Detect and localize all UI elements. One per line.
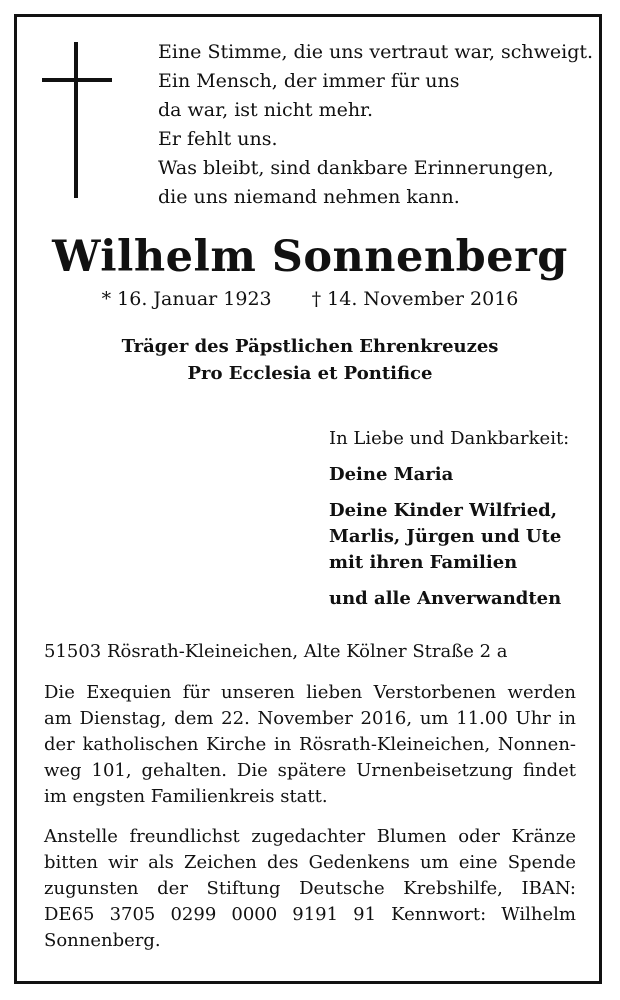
poem	[158, 38, 598, 212]
exequies-line: weg 101, gehalten. Die spätere Urnenbeisetzung findet	[44, 760, 576, 781]
award-line: Träger des Päpstlichen Ehrenkreuzes	[121, 336, 499, 357]
donation-line: Anstelle freundlichst zugedachter Blumen oder Kränze	[44, 826, 576, 847]
poem-line: da war, ist nicht mehr.	[158, 99, 374, 121]
address: 51503 Rösrath-Kleineichen, Alte Kölner Straße 2 a	[44, 641, 508, 662]
exequies-paragraph	[44, 680, 576, 810]
donation-line: bitten wir als Zeichen des Gedenkens um eine Spende	[44, 852, 576, 873]
mourner-wife: Deine Maria	[329, 464, 454, 485]
poem-line: Ein Mensch, der immer für uns	[158, 70, 460, 92]
deceased-name: Wilhelm Sonnenberg	[52, 232, 568, 282]
donation-line: Sonnenberg.	[44, 930, 161, 951]
life-dates	[0, 288, 620, 310]
mourner-children-line: Marlis, Jürgen und Ute	[329, 526, 562, 547]
exequies-line: am Dienstag, dem 22. November 2016, um 11.00 Uhr in	[44, 708, 576, 729]
exequies-line: im engsten Familienkreis statt.	[44, 786, 328, 807]
mourners-intro: In Liebe und Dankbarkeit:	[329, 428, 570, 449]
poem-line: Er fehlt uns.	[158, 128, 278, 150]
poem-line: die uns niemand nehmen kann.	[158, 186, 460, 208]
mourner-children	[329, 498, 609, 576]
poem-line: Was bleibt, sind dankbare Erinnerungen,	[158, 157, 554, 179]
birth-date: * 16. Januar 1923	[101, 288, 272, 310]
poem-line: Eine Stimme, die uns vertraut war, schweigt.	[158, 41, 594, 63]
mourner-relatives: und alle Anverwandten	[329, 588, 562, 609]
exequies-line: Die Exequien für unseren lieben Verstorbenen werden	[44, 682, 576, 703]
mourner-children-line: Deine Kinder Wilfried,	[329, 500, 558, 521]
award	[0, 333, 620, 387]
donation-line: zugunsten der Stiftung Deutsche Krebshilfe, IBAN:	[44, 878, 576, 899]
donation-line: DE65 3705 0299 0000 9191 91 Kennwort: Wilhelm	[44, 904, 576, 925]
cross-icon	[42, 42, 112, 198]
mourner-children-line: mit ihren Familien	[329, 552, 518, 573]
donation-paragraph	[44, 824, 576, 954]
award-line: Pro Ecclesia et Pontifice	[187, 363, 433, 384]
mourners	[329, 426, 609, 622]
exequies-line: der katholischen Kirche in Rösrath-Kleineichen, Nonnen-	[44, 734, 576, 755]
death-date: † 14. November 2016	[311, 288, 519, 310]
